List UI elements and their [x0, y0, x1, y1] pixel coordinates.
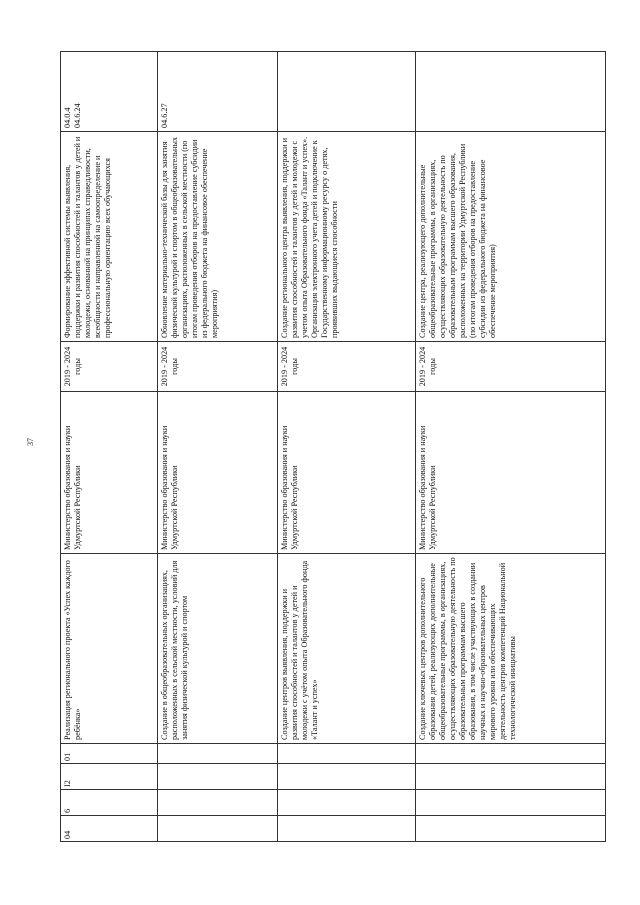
code-pp: 6	[61, 790, 158, 816]
code-om	[278, 764, 416, 790]
expected-result: Создание регионального центра выявления, поддержки и развития способностей и талантов у детей и молодежи с учетом опыта Образовательного фонда «Талант и успех». Организация электронного учета детей и подключение к Государственному информационному ресурсу о детях, проявивших выдающиеся способности	[278, 132, 416, 342]
table-row	[61, 52, 158, 842]
activity-name: Реализация регионального проекта «Успех каждого ребёнка»	[61, 554, 158, 744]
executor: Министерство образования и науки Удмуртской Республики	[158, 392, 278, 554]
activity-name: Создание ключевых центров дополнительного образования детей, реализующих дополнительные общеобразовательные программы, в организациях, осуществляющих образовательную деятельность по образовательным программам высшего образования, в том числе участвующих в создании научных и научно-образовательных центров мирового уровня или обеспечивающих деятельность центров компетенций Национальной технологической инициативы	[416, 554, 606, 744]
table-row	[416, 52, 606, 842]
activity-name: Создание центров выявления, поддержки и развития способностей и талантов у детей и молодежи с учётом опыта Образовательного фонда «Талант и успех»	[278, 554, 416, 744]
code-m: 01	[61, 744, 158, 764]
expected-result: Формирование эффективной системы выявления, поддержки и развития способностей и талантов у детей и молодежи, основанной на принципах справедливости, всеобщности и направленной на самоопределение и профессиональную ориентацию всех обучающихся	[61, 132, 158, 342]
expected-result: Обновление материально-технической базы для занятия физической культурой и спортом в общеобразовательных организациях, расположенных в сельской местности (по итогам проведения отборов на предоставление субсидии из федерального бюджета на финансовое обеспечение мероприятия)	[158, 132, 278, 342]
executor: Министерство образования и науки Удмуртской Республики	[278, 392, 416, 554]
indicator-link	[416, 52, 606, 132]
code-om: I2	[61, 764, 158, 790]
indicator-link: 04.6.27	[158, 52, 278, 132]
expected-result: Создание центра, реализующего дополнительные общеобразовательные программы, в организациях, осуществляющих образовательную деятельность по образовательным программам высшего образования, расположенных на территории Удмуртской Республики (по итогам проведения отборов на предоставление субсидии из федерального бюджета на финансовое обеспечение мероприятия)	[416, 132, 606, 342]
period: 2019 - 2024 годы	[278, 342, 416, 392]
code-om	[416, 764, 606, 790]
period: 2019 - 2024 годы	[416, 342, 606, 392]
period: 2019 - 2024 годы	[61, 342, 158, 392]
code-pp	[158, 790, 278, 816]
code-gp	[158, 816, 278, 842]
executor: Министерство образования и науки Удмуртской Республики	[416, 392, 606, 554]
page-number: 37	[26, 438, 35, 446]
period: 2019 - 2024 годы	[158, 342, 278, 392]
program-table	[60, 51, 606, 842]
program-table-container	[60, 52, 605, 842]
executor: Министерство образования и науки Удмуртской Республики	[61, 392, 158, 554]
indicator-link	[278, 52, 416, 132]
code-pp	[416, 790, 606, 816]
code-om	[158, 764, 278, 790]
code-gp	[416, 816, 606, 842]
code-pp	[278, 790, 416, 816]
code-gp	[278, 816, 416, 842]
code-gp: 04	[61, 816, 158, 842]
table-row	[278, 52, 416, 842]
activity-name: Создание в общеобразовательных организациях, расположенных в сельской местности, условий для занятия физической культурой и спортом	[158, 554, 278, 744]
table-row	[158, 52, 278, 842]
code-m	[158, 744, 278, 764]
code-m	[278, 744, 416, 764]
code-m	[416, 744, 606, 764]
indicator-link: 04.0.4 04.6.24	[61, 52, 158, 132]
